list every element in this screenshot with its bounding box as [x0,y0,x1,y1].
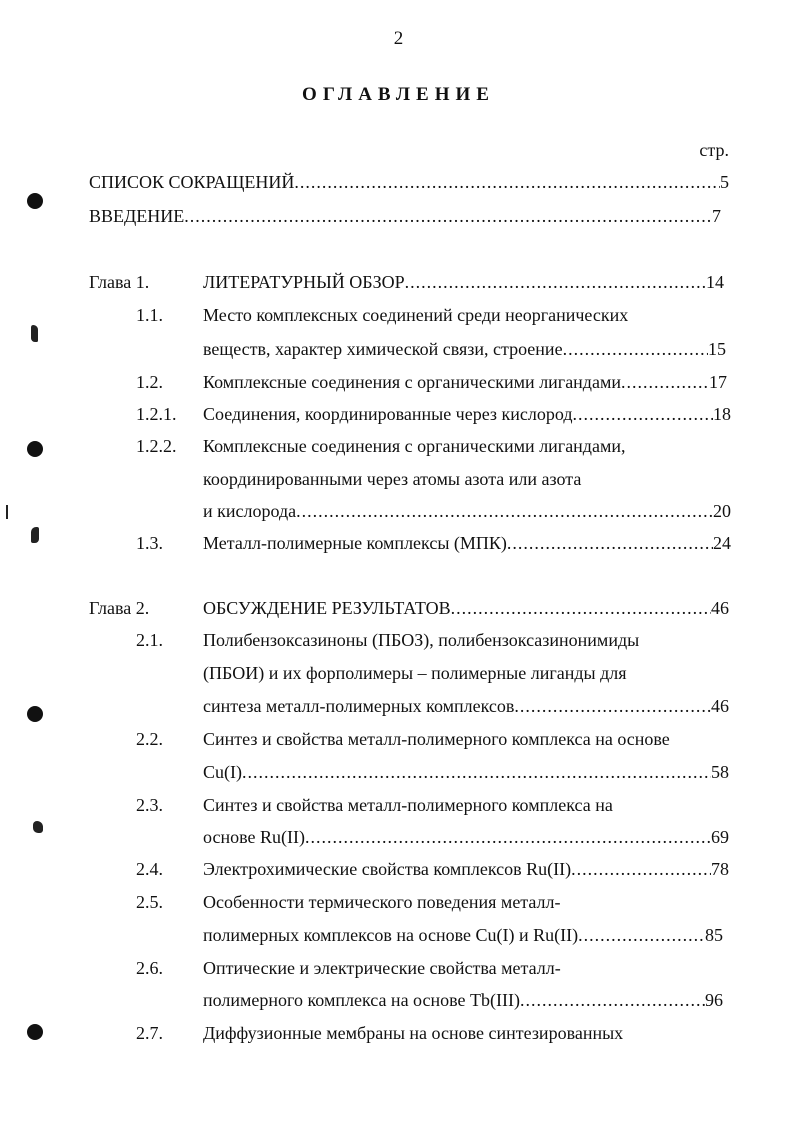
toc-page-number: 17 [709,372,727,392]
toc-entry-text[interactable]: Синтез и свойства металл-полимерного комплекса на [203,795,613,815]
leader-dots [242,762,711,782]
toc-entry-introduction[interactable] [89,206,721,226]
toc-entry-1-1[interactable] [203,339,726,359]
punch-hole-mark [27,1024,43,1040]
toc-entry-text[interactable]: (ПБОИ) и их форполимеры – полимерные лиганды для [203,663,627,683]
page-title: ОГЛАВЛЕНИЕ [302,84,495,105]
toc-entry-text: и кислорода [203,501,297,521]
leader-dots [563,339,708,359]
toc-entry-text: Соединения, координированные через кислород [203,404,573,424]
scan-speck [31,325,38,342]
punch-hole-mark [27,193,43,209]
toc-page-number: 20 [713,501,731,521]
toc-entry-text: ВВЕДЕНИЕ [89,206,185,226]
section-number: 2.2. [136,729,163,749]
punch-hole-mark [27,441,43,457]
toc-page-number: 7 [712,206,721,226]
toc-page-number: 46 [711,598,729,618]
scan-speck [6,505,8,519]
toc-entry-text: Комплексные соединения с органическими лигандами [203,372,621,392]
page-column-label: стр. [699,140,729,160]
section-number: 2.6. [136,958,163,978]
toc-entry-2-1[interactable] [203,696,729,716]
toc-page-number: 85 [705,925,723,945]
toc-page-number: 5 [720,172,729,192]
toc-entry-2-6[interactable] [203,990,723,1010]
toc-entry-2-5[interactable] [203,925,723,945]
section-number: 2.1. [136,630,163,650]
toc-entry-text: ЛИТЕРАТУРНЫЙ ОБЗОР [203,272,405,292]
toc-page-number: 24 [713,533,731,553]
leader-dots [514,696,711,716]
section-number: 1.2. [136,372,163,392]
toc-entry-text: полимерных комплексов на основе Cu(I) и Ru(II) [203,925,579,945]
toc-entry-text[interactable]: Место комплексных соединений среди неорганических [203,305,629,325]
toc-entry-text[interactable]: Оптические и электрические свойства металл- [203,958,561,978]
section-number: 2.3. [136,795,163,815]
leader-dots [451,598,711,618]
toc-entry-text[interactable]: координированными через атомы азота или азота [203,469,582,489]
toc-entry-abbreviations[interactable] [89,172,729,192]
section-number: 2.5. [136,892,163,912]
leader-dots [578,925,705,945]
section-number: 1.2.1. [136,404,177,424]
leader-dots [507,533,713,553]
toc-entry-1-2[interactable] [203,372,727,392]
toc-entry-text[interactable]: Комплексные соединения с органическими лигандами, [203,436,626,456]
toc-entry-text: полимерного комплекса на основе Tb(III) [203,990,520,1010]
toc-entry-chapter-2[interactable] [203,598,729,618]
leader-dots [520,990,705,1010]
toc-entry-text[interactable]: Синтез и свойства металл-полимерного комплекса на основе [203,729,670,749]
leader-dots [305,827,711,847]
chapter-2-label: Глава 2. [89,598,150,618]
leader-dots [294,172,720,192]
toc-page-number: 69 [711,827,729,847]
toc-entry-text: СПИСОК СОКРАЩЕНИЙ [89,172,295,192]
section-number: 1.1. [136,305,163,325]
scan-speck [31,527,39,543]
scan-speck [33,821,43,833]
toc-entry-2-4[interactable] [203,859,729,879]
toc-entry-text: основе Ru(II) [203,827,305,847]
leader-dots [405,272,706,292]
leader-dots [184,206,712,226]
toc-page-number: 78 [711,859,729,879]
toc-entry-text: Cu(I) [203,762,242,782]
toc-page-number: 96 [705,990,723,1010]
section-number: 2.7. [136,1023,163,1043]
toc-page-number: 18 [713,404,731,424]
toc-entry-2-2[interactable] [203,762,729,782]
toc-entry-1-2-1[interactable] [203,404,731,424]
leader-dots [571,859,711,879]
toc-entry-text: Электрохимические свойства комплексов Ru(II) [203,859,572,879]
toc-entry-text: Металл-полимерные комплексы (МПК) [203,533,507,553]
toc-entry-2-3[interactable] [203,827,729,847]
section-number: 1.2.2. [136,436,177,456]
section-number: 2.4. [136,859,163,879]
toc-entry-1-3[interactable] [203,533,731,553]
toc-entry-text[interactable]: Диффузионные мембраны на основе синтезированных [203,1023,624,1043]
punch-hole-mark [27,706,43,722]
leader-dots [621,372,709,392]
toc-entry-chapter-1[interactable] [203,272,724,292]
toc-page-number: 46 [711,696,729,716]
chapter-1-label: Глава 1. [89,272,150,292]
toc-page-number: 15 [708,339,726,359]
leader-dots [296,501,713,521]
toc-entry-text: веществ, характер химической связи, строение [203,339,563,359]
toc-page-number: 58 [711,762,729,782]
leader-dots [573,404,713,424]
page-number: 2 [393,28,404,49]
toc-entry-text: синтеза металл-полимерных комплексов [203,696,515,716]
toc-entry-1-2-2[interactable] [203,501,731,521]
toc-entry-text[interactable]: Особенности термического поведения металл- [203,892,561,912]
toc-page-number: 14 [706,272,724,292]
section-number: 1.3. [136,533,163,553]
toc-entry-text: ОБСУЖДЕНИЕ РЕЗУЛЬТАТОВ [203,598,451,618]
toc-entry-text[interactable]: Полибензоксазиноны (ПБОЗ), полибензоксазинонимиды [203,630,640,650]
